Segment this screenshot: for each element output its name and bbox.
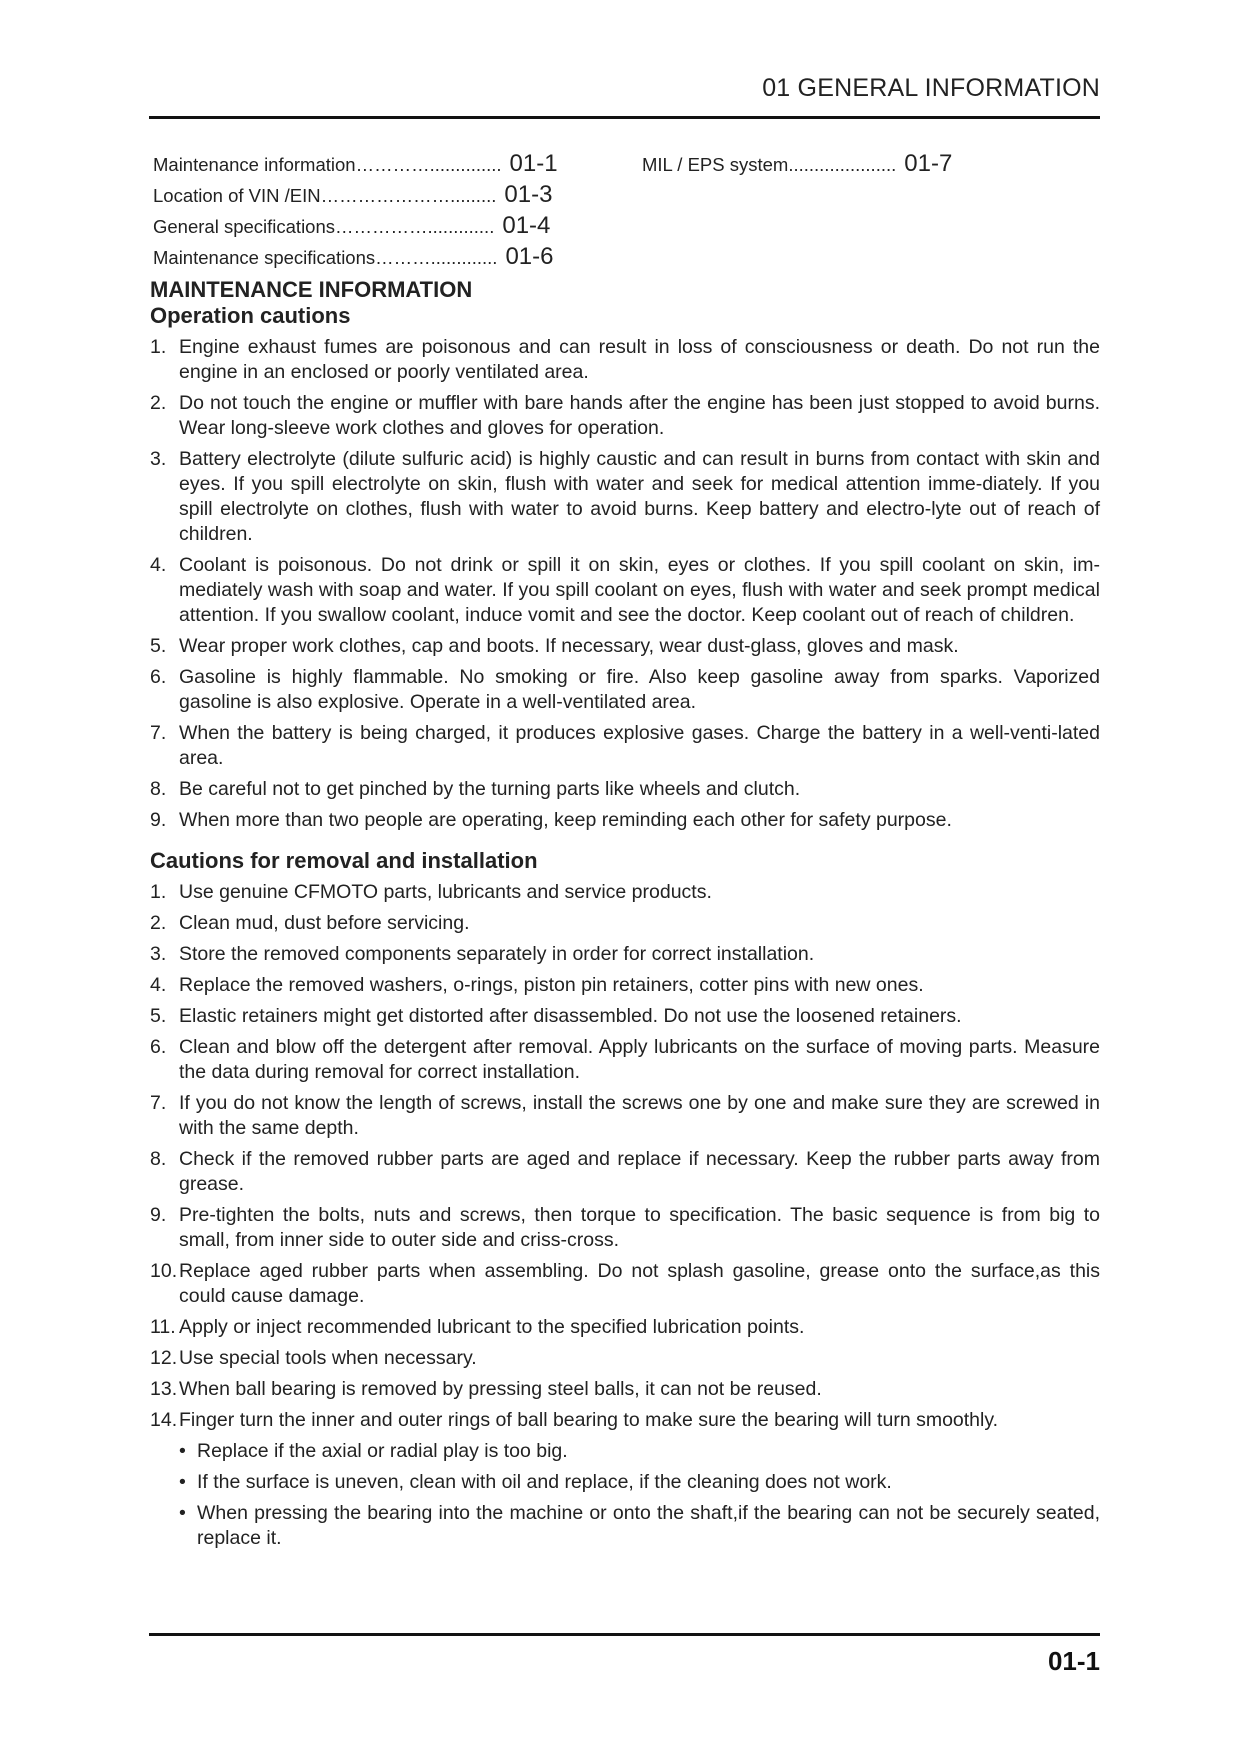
toc-entry-page: 01-3 [504,181,553,208]
list-item [150,1035,1100,1085]
item-number: 11. [150,1316,176,1338]
item-text: Do not touch the engine or muffler with bare hands after the engine has been just stopped to avoid burns. Wear long-sleeve work clothes and gloves for operation. [179,392,1100,439]
toc-entry[interactable] [153,150,558,181]
bullet-text: Replace if the axial or radial play is too big. [197,1440,568,1462]
item-number: 12. [150,1347,178,1369]
bullet-item [179,1501,1100,1551]
page-content [150,277,1100,1557]
bullet-icon: • [179,1471,186,1493]
item-number: 5. [150,635,167,657]
list-item [150,973,1100,998]
list-item [150,942,1100,967]
item-text: Wear proper work clothes, cap and boots. If necessary, wear dust-glass, gloves and mask. [179,635,959,657]
item-text: Store the removed components separately in order for correct installation. [179,943,815,965]
item-number: 10. [150,1260,178,1282]
item-number: 2. [150,912,167,934]
list-item [150,1315,1100,1340]
list-item [150,777,1100,802]
list-item [150,1408,1100,1433]
item-number: 8. [150,1148,167,1170]
list-item [150,808,1100,833]
toc-entry-page: 01-1 [509,150,558,177]
footer-rule [149,1633,1100,1636]
list-item [150,1377,1100,1402]
toc-entry-page: 01-6 [505,243,554,270]
item-text: Use genuine CFMOTO parts, lubricants and service products. [179,881,712,903]
list-item [150,1004,1100,1029]
list-item [150,880,1100,905]
item-text: Apply or inject recommended lubricant to the specified lubrication points. [179,1316,805,1338]
list-item [150,447,1100,547]
item-text: Clean mud, dust before servicing. [179,912,470,934]
item-number: 6. [150,666,167,688]
header-rule [149,116,1100,119]
item-text: Clean and blow off the detergent after removal. Apply lubricants on the surface of moving parts. Measure the data during removal for correct installation. [179,1036,1100,1083]
item-text: When the battery is being charged, it produces explosive gases. Charge the battery in a well-venti-lated area. [179,722,1100,769]
bullet-item [179,1470,1100,1495]
item-number: 3. [150,943,167,965]
item-text: Replace aged rubber parts when assembling. Do not splash gasoline, grease onto the surface,as this could cause damage. [179,1260,1100,1307]
bullet-text: When pressing the bearing into the machine or onto the shaft,if the bearing can not be securely seated, replace it. [197,1502,1100,1549]
item-number: 9. [150,809,167,831]
item-number: 1. [150,336,167,358]
list-item [150,665,1100,715]
item-text: When more than two people are operating, keep reminding each other for safety purpose. [179,809,952,831]
item-number: 4. [150,554,167,576]
bullet-item [179,1439,1100,1464]
toc-entry-label: Maintenance information………….............. [153,154,502,175]
toc-entry-label: General specifications……………............. [153,216,495,237]
item-text: Use special tools when necessary. [179,1347,477,1369]
bullet-text: If the surface is uneven, clean with oil and replace, if the cleaning does not work. [197,1471,892,1493]
removal-installation-list [150,880,1100,1433]
toc-entry-label: MIL / EPS system..................... [642,154,897,175]
item-number: 14. [150,1409,178,1431]
list-item [150,391,1100,441]
list-item [150,1346,1100,1371]
list-item [150,634,1100,659]
list-item [150,911,1100,936]
item-number: 4. [150,974,167,996]
list-item [150,1091,1100,1141]
item-text: Replace the removed washers, o-rings, piston pin retainers, cotter pins with new ones. [179,974,924,996]
item-text: Check if the removed rubber parts are aged and replace if necessary. Keep the rubber parts away from grease. [179,1148,1100,1195]
toc-right-column [642,150,952,181]
item-number: 3. [150,448,167,470]
removal-installation-heading: Cautions for removal and installation [150,848,538,873]
toc-left-column [153,150,558,274]
operation-cautions-heading: Operation cautions [150,303,351,328]
item-text: Battery electrolyte (dilute sulfuric acid) is highly caustic and can result in burns from contact with skin and eyes. If you spill electrolyte on skin, flush with water and seek for medical attention imme-diately. If you spill electrolyte on clothes, flush with water to avoid burns. Keep battery and electro-lyte out of reach of children. [179,448,1100,545]
item-text: Pre-tighten the bolts, nuts and screws, then torque to specification. The basic sequence is from big to small, from inner side to outer side and criss-cross. [179,1204,1100,1251]
list-item [150,1147,1100,1197]
chapter-title: 01 GENERAL INFORMATION [762,74,1100,102]
item-number: 2. [150,392,167,414]
item-number: 1. [150,881,167,903]
toc-entry[interactable] [642,150,952,181]
item-number: 7. [150,1092,167,1114]
item-text: Gasoline is highly flammable. No smoking or fire. Also keep gasoline away from sparks. Vaporized gasoline is also explosive. Operate in a well-ventilated area. [179,666,1100,713]
item-number: 5. [150,1005,167,1027]
toc-entry[interactable] [153,212,558,243]
list-item [150,335,1100,385]
toc-entry-label: Maintenance specifications………............. [153,247,498,268]
list-item [150,1203,1100,1253]
toc-entry[interactable] [153,181,558,212]
bearing-check-bullets [179,1439,1100,1551]
toc-entry-label: Location of VIN /EIN…………………......... [153,185,497,206]
toc-entry[interactable] [153,243,558,274]
toc-entry-page: 01-7 [904,150,953,177]
section-title: MAINTENANCE INFORMATION [150,277,473,302]
item-text: Coolant is poisonous. Do not drink or spill it on skin, eyes or clothes. If you spill coolant on skin, im-mediately wash with soap and water. If you spill coolant on eyes, flush with water and seek prompt medical attention. If you swallow coolant, induce vomit and see the doctor. Keep coolant out of reach of children. [179,554,1100,626]
toc-entry-page: 01-4 [502,212,551,239]
operation-cautions-list [150,335,1100,833]
list-item [150,721,1100,771]
item-number: 6. [150,1036,167,1058]
list-item [150,1259,1100,1309]
item-text: If you do not know the length of screws, install the screws one by one and make sure they are screwed in with the same depth. [179,1092,1100,1139]
item-text: Engine exhaust fumes are poisonous and can result in loss of consciousness or death. Do not run the engine in an enclosed or poorly ventilated area. [179,336,1100,383]
list-item [150,553,1100,628]
bullet-icon: • [179,1440,186,1462]
item-text: Elastic retainers might get distorted after disassembled. Do not use the loosened retainers. [179,1005,962,1027]
item-number: 13. [150,1378,178,1400]
item-text: Be careful not to get pinched by the turning parts like wheels and clutch. [179,778,801,800]
item-number: 8. [150,778,167,800]
item-text: Finger turn the inner and outer rings of ball bearing to make sure the bearing will turn smoothly. [179,1409,999,1431]
page-number: 01-1 [1047,1646,1100,1676]
item-number: 7. [150,722,167,744]
bullet-icon: • [179,1502,186,1524]
item-number: 9. [150,1204,167,1226]
item-text: When ball bearing is removed by pressing steel balls, it can not be reused. [179,1378,822,1400]
